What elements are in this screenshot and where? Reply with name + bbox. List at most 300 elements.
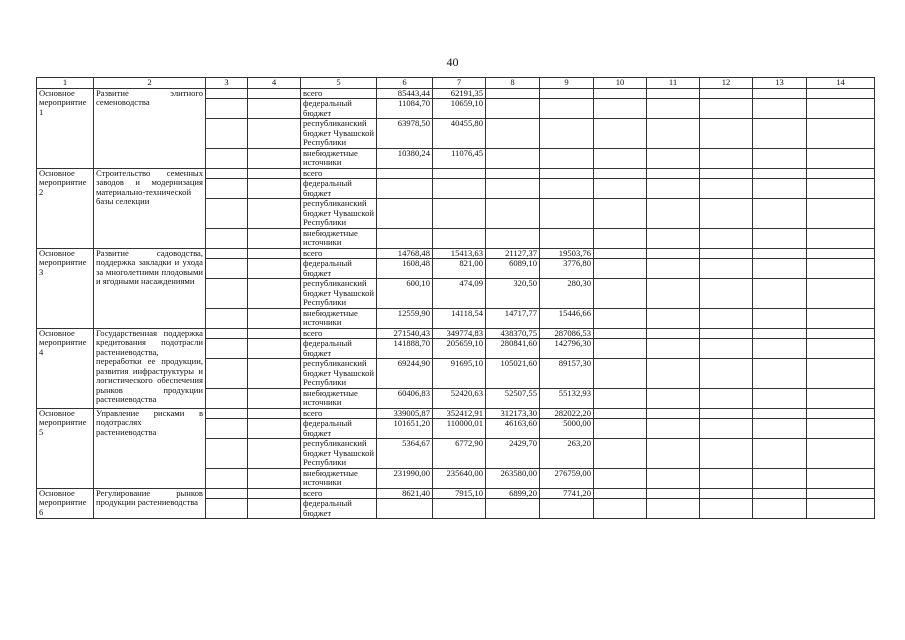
empty-year-cell (700, 328, 753, 339)
funding-source: внебюджетные источники (301, 468, 377, 488)
column-header: 13 (753, 78, 807, 89)
empty-year-cell (753, 308, 807, 328)
column-4-cell (248, 119, 301, 149)
empty-year-cell (753, 328, 807, 339)
funding-source: федеральный бюджет (301, 339, 377, 359)
amount-cell (540, 88, 594, 99)
empty-year-cell (594, 499, 647, 519)
funding-source: республиканский бюджет Чувашской Республики (301, 199, 377, 229)
empty-year-cell (753, 228, 807, 248)
funding-source: всего (301, 88, 377, 99)
amount-cell: 821,00 (433, 259, 486, 279)
empty-year-cell (700, 99, 753, 119)
empty-year-cell (753, 388, 807, 408)
empty-year-cell (594, 408, 647, 419)
amount-cell (540, 168, 594, 179)
empty-year-cell (807, 419, 875, 439)
amount-cell (540, 499, 594, 519)
column-4-cell (248, 88, 301, 99)
amount-cell (540, 199, 594, 229)
empty-year-cell (807, 328, 875, 339)
empty-year-cell (700, 419, 753, 439)
column-3-cell (206, 499, 248, 519)
column-4-cell (248, 308, 301, 328)
amount-cell (486, 99, 540, 119)
amount-cell (486, 228, 540, 248)
amount-cell: 91695,10 (433, 359, 486, 389)
empty-year-cell (700, 228, 753, 248)
amount-cell: 235640,00 (433, 468, 486, 488)
column-4-cell (248, 148, 301, 168)
header-row (37, 78, 875, 89)
column-header: 8 (486, 78, 540, 89)
empty-year-cell (753, 408, 807, 419)
amount-cell: 11076,45 (433, 148, 486, 168)
event-description: Управление рисками в подотраслях растениеводства (94, 408, 206, 488)
empty-year-cell (807, 179, 875, 199)
amount-cell: 263580,00 (486, 468, 540, 488)
funding-source: внебюджетные источники (301, 148, 377, 168)
amount-cell: 474,09 (433, 279, 486, 309)
column-3-cell (206, 148, 248, 168)
amount-cell: 287086,53 (540, 328, 594, 339)
amount-cell: 312173,30 (486, 408, 540, 419)
column-4-cell (248, 199, 301, 229)
event-name: Основное мероприятие 1 (37, 88, 94, 168)
empty-year-cell (647, 168, 700, 179)
empty-year-cell (594, 259, 647, 279)
column-3-cell (206, 408, 248, 419)
funding-source: республиканский бюджет Чувашской Республики (301, 119, 377, 149)
empty-year-cell (594, 88, 647, 99)
column-4-cell (248, 228, 301, 248)
amount-cell (486, 148, 540, 168)
column-header: 10 (594, 78, 647, 89)
amount-cell (486, 88, 540, 99)
empty-year-cell (700, 499, 753, 519)
amount-cell: 231990,00 (377, 468, 433, 488)
amount-cell: 2429,70 (486, 439, 540, 469)
empty-year-cell (753, 248, 807, 259)
empty-year-cell (594, 488, 647, 499)
amount-cell: 12559,90 (377, 308, 433, 328)
empty-year-cell (647, 388, 700, 408)
amount-cell: 69244,90 (377, 359, 433, 389)
amount-cell: 7915,10 (433, 488, 486, 499)
empty-year-cell (647, 148, 700, 168)
amount-cell (377, 179, 433, 199)
funding-source: всего (301, 488, 377, 499)
empty-year-cell (647, 199, 700, 229)
empty-year-cell (807, 468, 875, 488)
empty-year-cell (807, 148, 875, 168)
event-name: Основное мероприятие 6 (37, 488, 94, 519)
empty-year-cell (807, 99, 875, 119)
column-3-cell (206, 259, 248, 279)
empty-year-cell (807, 499, 875, 519)
empty-year-cell (647, 259, 700, 279)
amount-cell: 46163,60 (486, 419, 540, 439)
amount-cell: 8621,40 (377, 488, 433, 499)
funding-source: федеральный бюджет (301, 419, 377, 439)
amount-cell: 282022,20 (540, 408, 594, 419)
amount-cell (433, 199, 486, 229)
table-row (37, 248, 875, 259)
column-3-cell (206, 99, 248, 119)
empty-year-cell (594, 279, 647, 309)
column-header: 7 (433, 78, 486, 89)
event-name: Основное мероприятие 4 (37, 328, 94, 408)
empty-year-cell (647, 488, 700, 499)
empty-year-cell (753, 179, 807, 199)
empty-year-cell (753, 99, 807, 119)
funding-source: республиканский бюджет Чувашской Республики (301, 279, 377, 309)
amount-cell: 40455,80 (433, 119, 486, 149)
empty-year-cell (807, 388, 875, 408)
funding-source: всего (301, 328, 377, 339)
column-header: 12 (700, 78, 753, 89)
column-header: 11 (647, 78, 700, 89)
amount-cell: 10380,24 (377, 148, 433, 168)
empty-year-cell (700, 119, 753, 149)
empty-year-cell (700, 388, 753, 408)
column-3-cell (206, 248, 248, 259)
empty-year-cell (700, 339, 753, 359)
empty-year-cell (753, 488, 807, 499)
empty-year-cell (753, 119, 807, 149)
amount-cell (540, 148, 594, 168)
amount-cell (540, 119, 594, 149)
amount-cell: 438370,75 (486, 328, 540, 339)
column-3-cell (206, 88, 248, 99)
empty-year-cell (807, 408, 875, 419)
amount-cell: 3776,80 (540, 259, 594, 279)
amount-cell: 11084,70 (377, 99, 433, 119)
amount-cell: 280,30 (540, 279, 594, 309)
column-3-cell (206, 388, 248, 408)
empty-year-cell (647, 88, 700, 99)
funding-source: всего (301, 408, 377, 419)
column-4-cell (248, 499, 301, 519)
amount-cell: 5364,67 (377, 439, 433, 469)
column-4-cell (248, 179, 301, 199)
column-header: 3 (206, 78, 248, 89)
amount-cell: 280841,60 (486, 339, 540, 359)
empty-year-cell (594, 119, 647, 149)
funding-source: внебюджетные источники (301, 308, 377, 328)
amount-cell: 6899,20 (486, 488, 540, 499)
empty-year-cell (700, 439, 753, 469)
empty-year-cell (594, 199, 647, 229)
column-header: 5 (301, 78, 377, 89)
amount-cell: 52507,55 (486, 388, 540, 408)
amount-cell (433, 228, 486, 248)
column-3-cell (206, 179, 248, 199)
empty-year-cell (753, 439, 807, 469)
amount-cell (377, 228, 433, 248)
funding-source: федеральный бюджет (301, 179, 377, 199)
empty-year-cell (647, 99, 700, 119)
amount-cell: 349774,83 (433, 328, 486, 339)
amount-cell: 110000,01 (433, 419, 486, 439)
column-4-cell (248, 339, 301, 359)
empty-year-cell (647, 439, 700, 469)
empty-year-cell (753, 419, 807, 439)
amount-cell (377, 168, 433, 179)
empty-year-cell (807, 359, 875, 389)
amount-cell (540, 179, 594, 199)
amount-cell: 14118,54 (433, 308, 486, 328)
amount-cell: 14768,48 (377, 248, 433, 259)
empty-year-cell (700, 199, 753, 229)
amount-cell: 276759,00 (540, 468, 594, 488)
amount-cell: 6089,10 (486, 259, 540, 279)
budget-table (36, 77, 875, 519)
column-3-cell (206, 199, 248, 229)
empty-year-cell (700, 179, 753, 199)
amount-cell: 600,10 (377, 279, 433, 309)
column-header: 14 (807, 78, 875, 89)
column-header: 9 (540, 78, 594, 89)
empty-year-cell (594, 328, 647, 339)
empty-year-cell (647, 328, 700, 339)
column-4-cell (248, 259, 301, 279)
amount-cell: 5000,00 (540, 419, 594, 439)
empty-year-cell (753, 199, 807, 229)
event-description: Развитие элитного семеноводства (94, 88, 206, 168)
empty-year-cell (700, 148, 753, 168)
empty-year-cell (753, 88, 807, 99)
column-3-cell (206, 468, 248, 488)
amount-cell: 320,50 (486, 279, 540, 309)
funding-source: федеральный бюджет (301, 99, 377, 119)
column-4-cell (248, 328, 301, 339)
amount-cell (433, 168, 486, 179)
column-3-cell (206, 228, 248, 248)
column-4-cell (248, 168, 301, 179)
amount-cell: 105021,60 (486, 359, 540, 389)
empty-year-cell (807, 259, 875, 279)
column-header: 4 (248, 78, 301, 89)
column-3-cell (206, 488, 248, 499)
empty-year-cell (647, 279, 700, 309)
amount-cell (433, 179, 486, 199)
column-3-cell (206, 168, 248, 179)
page-number: 40 (446, 55, 459, 69)
amount-cell: 62191,35 (433, 88, 486, 99)
amount-cell: 6772,90 (433, 439, 486, 469)
column-4-cell (248, 359, 301, 389)
amount-cell (540, 99, 594, 119)
amount-cell: 85443,44 (377, 88, 433, 99)
empty-year-cell (647, 359, 700, 389)
empty-year-cell (594, 339, 647, 359)
empty-year-cell (594, 308, 647, 328)
funding-source: республиканский бюджет Чувашской Республики (301, 439, 377, 469)
empty-year-cell (700, 308, 753, 328)
amount-cell: 1608,48 (377, 259, 433, 279)
empty-year-cell (807, 168, 875, 179)
empty-year-cell (753, 279, 807, 309)
empty-year-cell (753, 499, 807, 519)
column-4-cell (248, 408, 301, 419)
empty-year-cell (594, 359, 647, 389)
amount-cell: 89157,30 (540, 359, 594, 389)
column-3-cell (206, 119, 248, 149)
empty-year-cell (807, 439, 875, 469)
column-3-cell (206, 439, 248, 469)
column-3-cell (206, 359, 248, 389)
empty-year-cell (700, 168, 753, 179)
empty-year-cell (753, 148, 807, 168)
empty-year-cell (647, 499, 700, 519)
empty-year-cell (700, 359, 753, 389)
amount-cell (486, 179, 540, 199)
table-body (37, 88, 875, 519)
empty-year-cell (807, 248, 875, 259)
amount-cell: 352412,91 (433, 408, 486, 419)
column-3-cell (206, 308, 248, 328)
column-3-cell (206, 279, 248, 309)
table-row (37, 168, 875, 179)
empty-year-cell (647, 468, 700, 488)
empty-year-cell (807, 488, 875, 499)
empty-year-cell (700, 279, 753, 309)
empty-year-cell (594, 148, 647, 168)
amount-cell: 60406,83 (377, 388, 433, 408)
funding-source: внебюджетные источники (301, 228, 377, 248)
column-4-cell (248, 99, 301, 119)
empty-year-cell (647, 119, 700, 149)
empty-year-cell (647, 419, 700, 439)
amount-cell: 19503,76 (540, 248, 594, 259)
amount-cell: 14717,77 (486, 308, 540, 328)
column-4-cell (248, 279, 301, 309)
empty-year-cell (594, 228, 647, 248)
amount-cell (486, 199, 540, 229)
event-name: Основное мероприятие 5 (37, 408, 94, 488)
amount-cell: 52420,63 (433, 388, 486, 408)
empty-year-cell (807, 339, 875, 359)
empty-year-cell (807, 228, 875, 248)
empty-year-cell (753, 339, 807, 359)
amount-cell: 339005,87 (377, 408, 433, 419)
empty-year-cell (807, 88, 875, 99)
amount-cell (540, 228, 594, 248)
amount-cell: 10659,10 (433, 99, 486, 119)
funding-source: республиканский бюджет Чувашской Республики (301, 359, 377, 389)
event-name: Основное мероприятие 2 (37, 168, 94, 248)
empty-year-cell (700, 88, 753, 99)
empty-year-cell (807, 279, 875, 309)
event-description: Регулирование рынков продукции растениеводства (94, 488, 206, 519)
amount-cell: 21127,37 (486, 248, 540, 259)
event-description: Строительство семенных заводов и модернизация материально-технической базы селекции (94, 168, 206, 248)
column-4-cell (248, 419, 301, 439)
amount-cell (433, 499, 486, 519)
empty-year-cell (647, 179, 700, 199)
empty-year-cell (700, 248, 753, 259)
column-header: 1 (37, 78, 94, 89)
empty-year-cell (700, 468, 753, 488)
empty-year-cell (753, 468, 807, 488)
empty-year-cell (594, 248, 647, 259)
empty-year-cell (594, 99, 647, 119)
column-header: 6 (377, 78, 433, 89)
empty-year-cell (753, 168, 807, 179)
amount-cell: 142796,30 (540, 339, 594, 359)
empty-year-cell (647, 228, 700, 248)
amount-cell: 101651,20 (377, 419, 433, 439)
amount-cell (486, 168, 540, 179)
empty-year-cell (647, 408, 700, 419)
table-row (37, 88, 875, 99)
table-row (37, 408, 875, 419)
empty-year-cell (807, 119, 875, 149)
event-name: Основное мероприятие 3 (37, 248, 94, 328)
empty-year-cell (700, 259, 753, 279)
empty-year-cell (594, 468, 647, 488)
funding-source: всего (301, 248, 377, 259)
table-row (37, 488, 875, 499)
column-3-cell (206, 328, 248, 339)
amount-cell: 63978,50 (377, 119, 433, 149)
amount-cell (377, 199, 433, 229)
funding-source: всего (301, 168, 377, 179)
empty-year-cell (647, 308, 700, 328)
column-4-cell (248, 248, 301, 259)
table-row (37, 328, 875, 339)
column-4-cell (248, 468, 301, 488)
column-header: 2 (94, 78, 206, 89)
funding-source: федеральный бюджет (301, 259, 377, 279)
column-3-cell (206, 419, 248, 439)
amount-cell: 271540,43 (377, 328, 433, 339)
empty-year-cell (594, 439, 647, 469)
amount-cell (486, 499, 540, 519)
empty-year-cell (807, 308, 875, 328)
amount-cell: 15446,66 (540, 308, 594, 328)
column-3-cell (206, 339, 248, 359)
amount-cell: 15413,63 (433, 248, 486, 259)
empty-year-cell (594, 419, 647, 439)
amount-cell: 55132,93 (540, 388, 594, 408)
amount-cell: 7741,20 (540, 488, 594, 499)
empty-year-cell (647, 339, 700, 359)
column-4-cell (248, 388, 301, 408)
empty-year-cell (753, 259, 807, 279)
empty-year-cell (700, 488, 753, 499)
empty-year-cell (594, 168, 647, 179)
amount-cell (486, 119, 540, 149)
amount-cell: 141888,70 (377, 339, 433, 359)
event-description: Развитие садоводства, поддержка закладки и ухода за многолетними плодовыми и ягодными насаждениями (94, 248, 206, 328)
amount-cell (377, 499, 433, 519)
empty-year-cell (807, 199, 875, 229)
empty-year-cell (594, 179, 647, 199)
empty-year-cell (594, 388, 647, 408)
funding-source: внебюджетные источники (301, 388, 377, 408)
empty-year-cell (753, 359, 807, 389)
empty-year-cell (700, 408, 753, 419)
empty-year-cell (647, 248, 700, 259)
event-description: Государственная поддержка кредитования подотрасли растениеводства, переработки ее продукции, развития инфраструктуры и логистического обеспечения рынков продукции растениеводства (94, 328, 206, 408)
column-4-cell (248, 488, 301, 499)
amount-cell: 263,20 (540, 439, 594, 469)
funding-source: федеральный бюджет (301, 499, 377, 519)
column-4-cell (248, 439, 301, 469)
amount-cell: 205659,10 (433, 339, 486, 359)
